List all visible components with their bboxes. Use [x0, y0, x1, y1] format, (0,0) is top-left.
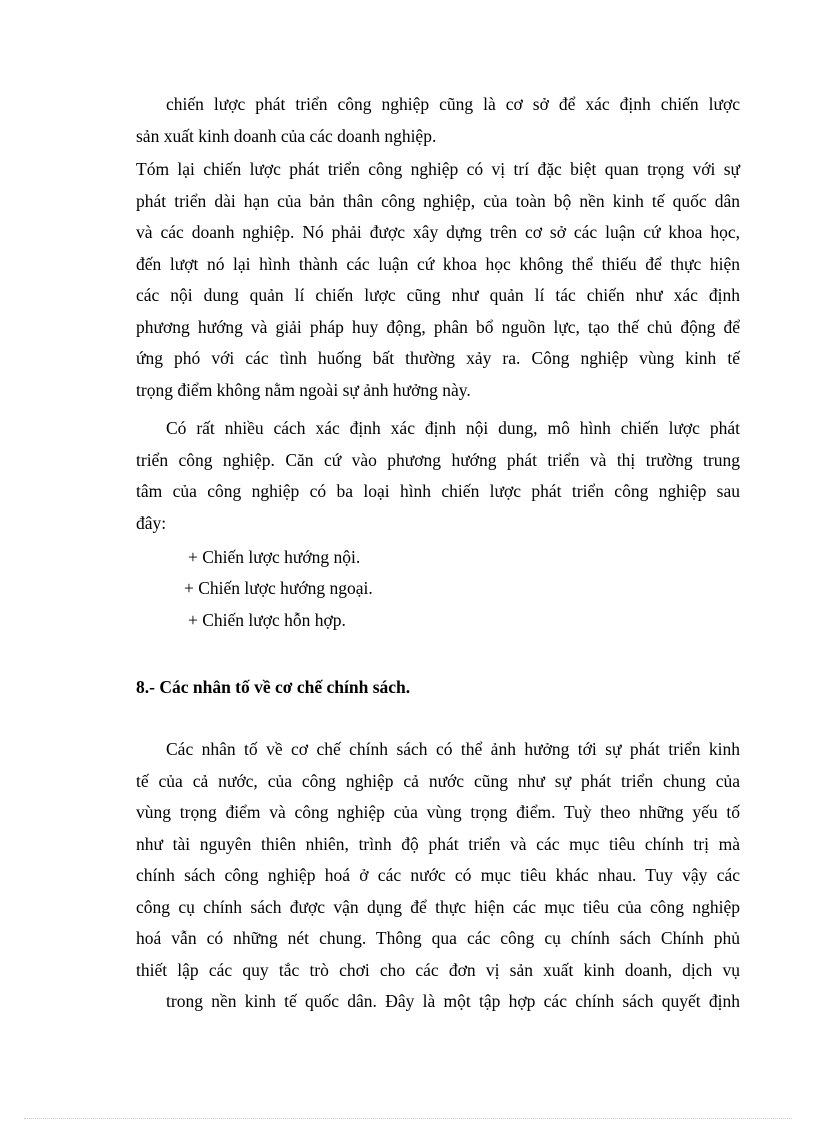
text-line: công cụ chính sách được vận dụng để thực hiện các mục tiêu của công nghiệp	[136, 896, 740, 917]
text-line: vùng trọng điểm và công nghiệp của vùng trọng điểm. Tuỳ theo những yếu tố	[136, 802, 740, 822]
text-line: chiến lược phát triển công nghiệp cũng là cơ sở để xác định chiến lược	[166, 94, 740, 114]
text-line: tế của cả nước, của công nghiệp cả nước cũng như sự phát triển chung của	[136, 770, 740, 791]
paragraph-3	[136, 413, 740, 539]
text-line: như tài nguyên thiên nhiên, trình độ phát triển và các mục tiêu chính trị mà	[136, 833, 740, 854]
paragraph-1	[136, 89, 740, 152]
text-line: đến lượt nó lại hình thành các luận cứ khoa học không thể thiếu để thực hiện	[136, 253, 740, 274]
text-line: Các nhân tố về cơ chế chính sách có thể ảnh hưởng tới sự phát triển kinh	[166, 739, 740, 759]
text-line: tâm của công nghiệp có ba loại hình chiến lược phát triển công nghiệp sau	[136, 481, 740, 501]
section-heading: 8.- Các nhân tố về cơ chế chính sách.	[136, 677, 411, 697]
text-line: hoá vẫn có những nét chung. Thông qua các công cụ chính sách Chính phủ	[136, 928, 740, 948]
text-line: phương hướng và giải pháp huy động, phân bổ nguồn lực, tạo thế chủ động để	[136, 316, 740, 337]
bullet-item: + Chiến lược hướng nội.	[188, 547, 361, 567]
text-line: Tóm lại chiến lược phát triển công nghiệp có vị trí đặc biệt quan trọng với sự	[136, 159, 740, 179]
text-line: sản xuất kinh doanh của các doanh nghiệp.	[136, 125, 437, 146]
text-line: đây:	[136, 512, 167, 533]
text-line: và các doanh nghiệp. Nó phải được xây dựng trên cơ sở các luận cứ khoa học,	[136, 222, 740, 242]
paragraph-2	[136, 154, 740, 406]
bullet-item: + Chiến lược hỗn hợp.	[188, 610, 346, 630]
text-line: chính sách công nghiệp hoá ở các nước có mục tiêu khác nhau. Tuy vậy các	[136, 865, 740, 885]
text-line: phát triển dài hạn của bản thân công nghiệp, của toàn bộ nền kinh tế quốc dân	[136, 190, 740, 211]
text-line: thiết lập các quy tắc trò chơi cho các đơn vị sản xuất kinh doanh, dịch vụ	[136, 959, 740, 980]
text-line: trong nền kinh tế quốc dân. Đây là một tập hợp các chính sách quyết định	[166, 991, 740, 1011]
text-line: các nội dung quản lí chiến lược cũng như quản lí tác chiến như xác định	[136, 285, 740, 305]
text-line: triển công nghiệp. Căn cứ vào phương hướng phát triển và thị trường trung	[136, 449, 740, 470]
paragraph-4	[136, 734, 740, 1018]
text-line: trọng điểm không nằm ngoài sự ảnh hưởng này.	[136, 379, 471, 400]
text-line: ứng phó với các tình huống bất thường xảy ra. Công nghiệp vùng kinh tế	[136, 348, 740, 368]
text-line: Có rất nhiều cách xác định xác định nội dung, mô hình chiến lược phát	[166, 418, 740, 438]
bullet-item: + Chiến lược hướng ngoại.	[184, 578, 373, 598]
page-bottom-rule	[24, 1118, 792, 1119]
